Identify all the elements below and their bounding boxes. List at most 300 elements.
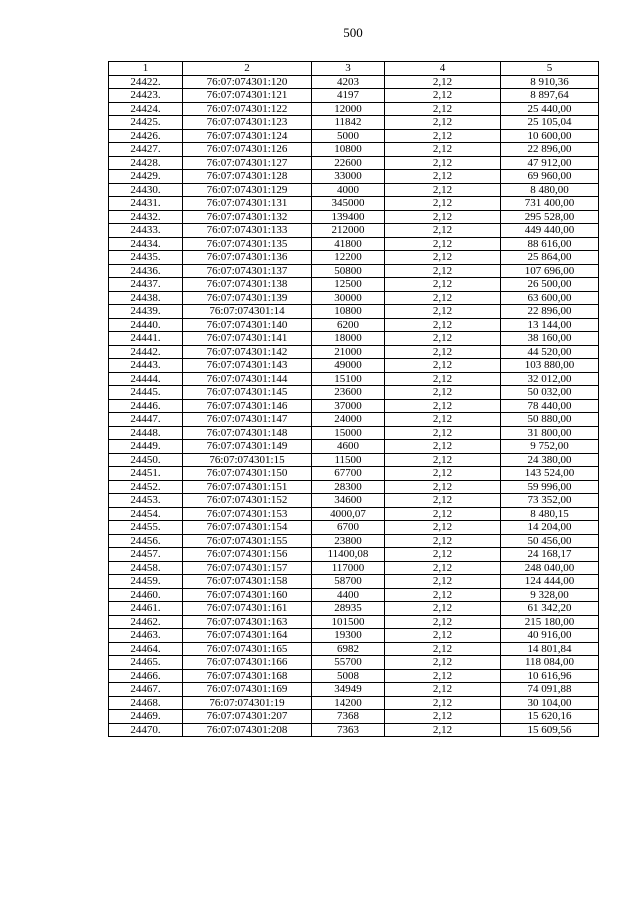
rate-cell: 2,12 (385, 683, 501, 697)
area-cell: 12000 (312, 102, 385, 116)
row-number-cell: 24427. (109, 143, 183, 157)
table-row (109, 291, 599, 305)
rate-cell: 2,12 (385, 291, 501, 305)
table-row (109, 453, 599, 467)
rate-cell: 2,12 (385, 696, 501, 710)
row-number-cell: 24422. (109, 75, 183, 89)
area-cell: 28935 (312, 602, 385, 616)
row-number-cell: 24459. (109, 575, 183, 589)
area-cell: 23600 (312, 386, 385, 400)
cadastral-number-cell: 76:07:074301:14 (183, 305, 312, 319)
row-number-cell: 24440. (109, 318, 183, 332)
row-number-cell: 24445. (109, 386, 183, 400)
row-number-cell: 24437. (109, 278, 183, 292)
rate-cell: 2,12 (385, 305, 501, 319)
rate-cell: 2,12 (385, 75, 501, 89)
row-number-cell: 24455. (109, 521, 183, 535)
area-cell: 11400,08 (312, 548, 385, 562)
rate-cell: 2,12 (385, 413, 501, 427)
amount-cell: 13 144,00 (501, 318, 599, 332)
area-cell: 4203 (312, 75, 385, 89)
row-number-cell: 24423. (109, 89, 183, 103)
table-header-row (109, 62, 599, 76)
rate-cell: 2,12 (385, 521, 501, 535)
row-number-cell: 24449. (109, 440, 183, 454)
area-cell: 345000 (312, 197, 385, 211)
table-row (109, 224, 599, 238)
amount-cell: 31 800,00 (501, 426, 599, 440)
cadastral-number-cell: 76:07:074301:15 (183, 453, 312, 467)
row-number-cell: 24470. (109, 723, 183, 737)
amount-cell: 47 912,00 (501, 156, 599, 170)
rate-cell: 2,12 (385, 183, 501, 197)
rate-cell: 2,12 (385, 224, 501, 238)
area-cell: 58700 (312, 575, 385, 589)
rate-cell: 2,12 (385, 278, 501, 292)
area-cell: 33000 (312, 170, 385, 184)
row-number-cell: 24428. (109, 156, 183, 170)
table-row (109, 440, 599, 454)
rate-cell: 2,12 (385, 318, 501, 332)
row-number-cell: 24463. (109, 629, 183, 643)
row-number-cell: 24448. (109, 426, 183, 440)
page-number: 500 (343, 25, 363, 40)
amount-cell: 731 400,00 (501, 197, 599, 211)
cadastral-number-cell: 76:07:074301:139 (183, 291, 312, 305)
cadastral-number-cell: 76:07:074301:150 (183, 467, 312, 481)
rate-cell: 2,12 (385, 237, 501, 251)
cadastral-number-cell: 76:07:074301:161 (183, 602, 312, 616)
area-cell: 49000 (312, 359, 385, 373)
cadastral-number-cell: 76:07:074301:166 (183, 656, 312, 670)
amount-cell: 26 500,00 (501, 278, 599, 292)
table-row (109, 615, 599, 629)
amount-cell: 449 440,00 (501, 224, 599, 238)
rate-cell: 2,12 (385, 399, 501, 413)
row-number-cell: 24451. (109, 467, 183, 481)
table-row (109, 467, 599, 481)
amount-cell: 44 520,00 (501, 345, 599, 359)
rate-cell: 2,12 (385, 440, 501, 454)
amount-cell: 25 864,00 (501, 251, 599, 265)
area-cell: 15100 (312, 372, 385, 386)
table-row (109, 399, 599, 413)
cadastral-number-cell: 76:07:074301:135 (183, 237, 312, 251)
column-header: 4 (385, 62, 501, 76)
rate-cell: 2,12 (385, 480, 501, 494)
amount-cell: 25 440,00 (501, 102, 599, 116)
amount-cell: 215 180,00 (501, 615, 599, 629)
area-cell: 12500 (312, 278, 385, 292)
row-number-cell: 24466. (109, 669, 183, 683)
rate-cell: 2,12 (385, 615, 501, 629)
cadastral-number-cell: 76:07:074301:154 (183, 521, 312, 535)
row-number-cell: 24467. (109, 683, 183, 697)
cadastral-number-cell: 76:07:074301:137 (183, 264, 312, 278)
rate-cell: 2,12 (385, 656, 501, 670)
table-row (109, 359, 599, 373)
table-row (109, 575, 599, 589)
area-cell: 11500 (312, 453, 385, 467)
rate-cell: 2,12 (385, 561, 501, 575)
area-cell: 5008 (312, 669, 385, 683)
table-row (109, 534, 599, 548)
area-cell: 50800 (312, 264, 385, 278)
amount-cell: 24 168,17 (501, 548, 599, 562)
column-header: 3 (312, 62, 385, 76)
row-number-cell: 24429. (109, 170, 183, 184)
cadastral-number-cell: 76:07:074301:147 (183, 413, 312, 427)
area-cell: 6982 (312, 642, 385, 656)
table-row (109, 588, 599, 602)
amount-cell: 118 084,00 (501, 656, 599, 670)
area-cell: 55700 (312, 656, 385, 670)
cadastral-number-cell: 76:07:074301:160 (183, 588, 312, 602)
table-row (109, 210, 599, 224)
cadastral-number-cell: 76:07:074301:124 (183, 129, 312, 143)
cadastral-number-cell: 76:07:074301:151 (183, 480, 312, 494)
rate-cell: 2,12 (385, 372, 501, 386)
rate-cell: 2,12 (385, 507, 501, 521)
amount-cell: 59 996,00 (501, 480, 599, 494)
area-cell: 12200 (312, 251, 385, 265)
rate-cell: 2,12 (385, 669, 501, 683)
amount-cell: 9 328,00 (501, 588, 599, 602)
row-number-cell: 24464. (109, 642, 183, 656)
amount-cell: 8 910,36 (501, 75, 599, 89)
cadastral-number-cell: 76:07:074301:148 (183, 426, 312, 440)
table-row (109, 669, 599, 683)
amount-cell: 22 896,00 (501, 143, 599, 157)
area-cell: 7363 (312, 723, 385, 737)
row-number-cell: 24424. (109, 102, 183, 116)
cadastral-number-cell: 76:07:074301:169 (183, 683, 312, 697)
area-cell: 4197 (312, 89, 385, 103)
rate-cell: 2,12 (385, 116, 501, 130)
table-row (109, 143, 599, 157)
amount-cell: 248 040,00 (501, 561, 599, 575)
amount-cell: 61 342,20 (501, 602, 599, 616)
rate-cell: 2,12 (385, 359, 501, 373)
cadastral-number-cell: 76:07:074301:152 (183, 494, 312, 508)
table-row (109, 102, 599, 116)
area-cell: 10800 (312, 305, 385, 319)
cadastral-number-cell: 76:07:074301:164 (183, 629, 312, 643)
row-number-cell: 24431. (109, 197, 183, 211)
table-row (109, 75, 599, 89)
table-row (109, 237, 599, 251)
row-number-cell: 24450. (109, 453, 183, 467)
table-row (109, 480, 599, 494)
amount-cell: 38 160,00 (501, 332, 599, 346)
row-number-cell: 24433. (109, 224, 183, 238)
table-row (109, 156, 599, 170)
cadastral-number-cell: 76:07:074301:131 (183, 197, 312, 211)
table-row (109, 683, 599, 697)
row-number-cell: 24457. (109, 548, 183, 562)
table-row (109, 426, 599, 440)
amount-cell: 143 524,00 (501, 467, 599, 481)
table-row (109, 561, 599, 575)
area-cell: 14200 (312, 696, 385, 710)
area-cell: 11842 (312, 116, 385, 130)
row-number-cell: 24462. (109, 615, 183, 629)
table-row (109, 642, 599, 656)
amount-cell: 14 801,84 (501, 642, 599, 656)
rate-cell: 2,12 (385, 89, 501, 103)
row-number-cell: 24461. (109, 602, 183, 616)
row-number-cell: 24460. (109, 588, 183, 602)
row-number-cell: 24456. (109, 534, 183, 548)
amount-cell: 10 616,96 (501, 669, 599, 683)
amount-cell: 22 896,00 (501, 305, 599, 319)
area-cell: 21000 (312, 345, 385, 359)
cadastral-number-cell: 76:07:074301:153 (183, 507, 312, 521)
table-row (109, 507, 599, 521)
row-number-cell: 24454. (109, 507, 183, 521)
cadastral-number-cell: 76:07:074301:157 (183, 561, 312, 575)
rate-cell: 2,12 (385, 588, 501, 602)
area-cell: 28300 (312, 480, 385, 494)
area-cell: 18000 (312, 332, 385, 346)
area-cell: 6700 (312, 521, 385, 535)
cadastral-number-cell: 76:07:074301:136 (183, 251, 312, 265)
cadastral-number-cell: 76:07:074301:165 (183, 642, 312, 656)
amount-cell: 15 620,16 (501, 710, 599, 724)
area-cell: 19300 (312, 629, 385, 643)
rate-cell: 2,12 (385, 197, 501, 211)
amount-cell: 25 105,04 (501, 116, 599, 130)
rate-cell: 2,12 (385, 723, 501, 737)
amount-cell: 24 380,00 (501, 453, 599, 467)
cadastral-number-cell: 76:07:074301:163 (183, 615, 312, 629)
cadastral-number-cell: 76:07:074301:158 (183, 575, 312, 589)
rate-cell: 2,12 (385, 494, 501, 508)
area-cell: 6200 (312, 318, 385, 332)
rate-cell: 2,12 (385, 129, 501, 143)
area-cell: 34600 (312, 494, 385, 508)
cadastral-number-cell: 76:07:074301:207 (183, 710, 312, 724)
amount-cell: 8 480,00 (501, 183, 599, 197)
amount-cell: 50 880,00 (501, 413, 599, 427)
column-header: 5 (501, 62, 599, 76)
amount-cell: 40 916,00 (501, 629, 599, 643)
table-row (109, 629, 599, 643)
rate-cell: 2,12 (385, 642, 501, 656)
amount-cell: 124 444,00 (501, 575, 599, 589)
area-cell: 41800 (312, 237, 385, 251)
area-cell: 23800 (312, 534, 385, 548)
area-cell: 34949 (312, 683, 385, 697)
rate-cell: 2,12 (385, 710, 501, 724)
cadastral-number-cell: 76:07:074301:156 (183, 548, 312, 562)
table-row (109, 345, 599, 359)
table-row (109, 386, 599, 400)
rate-cell: 2,12 (385, 102, 501, 116)
row-number-cell: 24432. (109, 210, 183, 224)
rate-cell: 2,12 (385, 156, 501, 170)
amount-cell: 73 352,00 (501, 494, 599, 508)
cadastral-number-cell: 76:07:074301:149 (183, 440, 312, 454)
rate-cell: 2,12 (385, 264, 501, 278)
row-number-cell: 24447. (109, 413, 183, 427)
amount-cell: 63 600,00 (501, 291, 599, 305)
rate-cell: 2,12 (385, 453, 501, 467)
amount-cell: 50 032,00 (501, 386, 599, 400)
amount-cell: 88 616,00 (501, 237, 599, 251)
rate-cell: 2,12 (385, 534, 501, 548)
rate-cell: 2,12 (385, 426, 501, 440)
table-row (109, 521, 599, 535)
rate-cell: 2,12 (385, 602, 501, 616)
column-header: 2 (183, 62, 312, 76)
cadastral-number-cell: 76:07:074301:141 (183, 332, 312, 346)
table-row (109, 413, 599, 427)
table-row (109, 656, 599, 670)
cadastral-number-cell: 76:07:074301:146 (183, 399, 312, 413)
amount-cell: 50 456,00 (501, 534, 599, 548)
area-cell: 4600 (312, 440, 385, 454)
cadastral-number-cell: 76:07:074301:126 (183, 143, 312, 157)
table-row (109, 723, 599, 737)
cadastral-table (108, 61, 599, 737)
rate-cell: 2,12 (385, 575, 501, 589)
rate-cell: 2,12 (385, 332, 501, 346)
table-row (109, 602, 599, 616)
table-row (109, 372, 599, 386)
amount-cell: 32 012,00 (501, 372, 599, 386)
amount-cell: 103 880,00 (501, 359, 599, 373)
row-number-cell: 24453. (109, 494, 183, 508)
row-number-cell: 24465. (109, 656, 183, 670)
row-number-cell: 24435. (109, 251, 183, 265)
table-row (109, 251, 599, 265)
area-cell: 4400 (312, 588, 385, 602)
area-cell: 139400 (312, 210, 385, 224)
area-cell: 101500 (312, 615, 385, 629)
cadastral-number-cell: 76:07:074301:133 (183, 224, 312, 238)
cadastral-number-cell: 76:07:074301:208 (183, 723, 312, 737)
cadastral-number-cell: 76:07:074301:132 (183, 210, 312, 224)
table-row (109, 696, 599, 710)
cadastral-number-cell: 76:07:074301:142 (183, 345, 312, 359)
table-row (109, 116, 599, 130)
row-number-cell: 24469. (109, 710, 183, 724)
cadastral-number-cell: 76:07:074301:121 (183, 89, 312, 103)
table-row (109, 170, 599, 184)
row-number-cell: 24426. (109, 129, 183, 143)
area-cell: 37000 (312, 399, 385, 413)
row-number-cell: 24452. (109, 480, 183, 494)
row-number-cell: 24446. (109, 399, 183, 413)
cadastral-number-cell: 76:07:074301:144 (183, 372, 312, 386)
rate-cell: 2,12 (385, 170, 501, 184)
cadastral-number-cell: 76:07:074301:120 (183, 75, 312, 89)
rate-cell: 2,12 (385, 386, 501, 400)
table-row (109, 197, 599, 211)
table-row (109, 494, 599, 508)
row-number-cell: 24439. (109, 305, 183, 319)
row-number-cell: 24468. (109, 696, 183, 710)
column-header: 1 (109, 62, 183, 76)
table-row (109, 264, 599, 278)
table-row (109, 318, 599, 332)
cadastral-number-cell: 76:07:074301:143 (183, 359, 312, 373)
cadastral-number-cell: 76:07:074301:155 (183, 534, 312, 548)
cadastral-number-cell: 76:07:074301:122 (183, 102, 312, 116)
cadastral-number-cell: 76:07:074301:168 (183, 669, 312, 683)
amount-cell: 8 897,64 (501, 89, 599, 103)
row-number-cell: 24436. (109, 264, 183, 278)
rate-cell: 2,12 (385, 143, 501, 157)
row-number-cell: 24443. (109, 359, 183, 373)
row-number-cell: 24441. (109, 332, 183, 346)
amount-cell: 107 696,00 (501, 264, 599, 278)
cadastral-number-cell: 76:07:074301:123 (183, 116, 312, 130)
row-number-cell: 24458. (109, 561, 183, 575)
rate-cell: 2,12 (385, 210, 501, 224)
rate-cell: 2,12 (385, 345, 501, 359)
area-cell: 4000,07 (312, 507, 385, 521)
rate-cell: 2,12 (385, 467, 501, 481)
area-cell: 24000 (312, 413, 385, 427)
rate-cell: 2,12 (385, 251, 501, 265)
area-cell: 212000 (312, 224, 385, 238)
amount-cell: 15 609,56 (501, 723, 599, 737)
area-cell: 117000 (312, 561, 385, 575)
row-number-cell: 24425. (109, 116, 183, 130)
table-row (109, 305, 599, 319)
area-cell: 5000 (312, 129, 385, 143)
area-cell: 67700 (312, 467, 385, 481)
cadastral-number-cell: 76:07:074301:145 (183, 386, 312, 400)
cadastral-number-cell: 76:07:074301:140 (183, 318, 312, 332)
table-row (109, 183, 599, 197)
cadastral-number-cell: 76:07:074301:138 (183, 278, 312, 292)
amount-cell: 74 091,88 (501, 683, 599, 697)
amount-cell: 30 104,00 (501, 696, 599, 710)
amount-cell: 14 204,00 (501, 521, 599, 535)
amount-cell: 78 440,00 (501, 399, 599, 413)
table-row (109, 548, 599, 562)
table-row (109, 278, 599, 292)
area-cell: 10800 (312, 143, 385, 157)
rate-cell: 2,12 (385, 629, 501, 643)
amount-cell: 8 480,15 (501, 507, 599, 521)
rate-cell: 2,12 (385, 548, 501, 562)
area-cell: 4000 (312, 183, 385, 197)
area-cell: 22600 (312, 156, 385, 170)
table-row (109, 89, 599, 103)
area-cell: 7368 (312, 710, 385, 724)
table-row (109, 129, 599, 143)
table-body (109, 75, 599, 737)
area-cell: 30000 (312, 291, 385, 305)
row-number-cell: 24438. (109, 291, 183, 305)
row-number-cell: 24430. (109, 183, 183, 197)
row-number-cell: 24442. (109, 345, 183, 359)
amount-cell: 9 752,00 (501, 440, 599, 454)
amount-cell: 69 960,00 (501, 170, 599, 184)
row-number-cell: 24444. (109, 372, 183, 386)
area-cell: 15000 (312, 426, 385, 440)
amount-cell: 10 600,00 (501, 129, 599, 143)
table-row (109, 710, 599, 724)
cadastral-number-cell: 76:07:074301:19 (183, 696, 312, 710)
amount-cell: 295 528,00 (501, 210, 599, 224)
cadastral-number-cell: 76:07:074301:128 (183, 170, 312, 184)
cadastral-number-cell: 76:07:074301:127 (183, 156, 312, 170)
